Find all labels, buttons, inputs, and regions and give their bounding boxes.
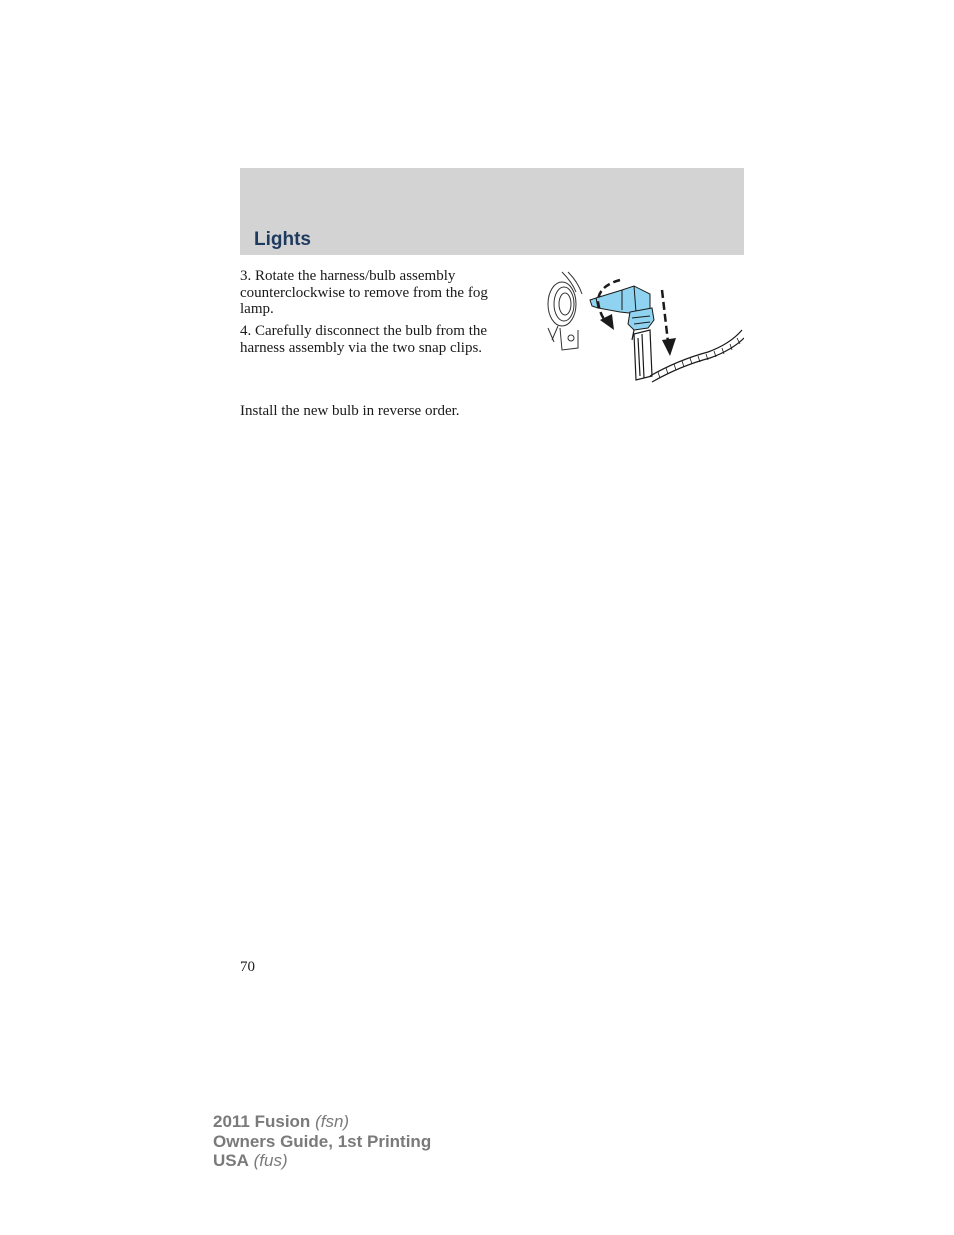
footer-model-code: (fsn) [315, 1112, 350, 1131]
footer-guide: Owners Guide, 1st Printing [213, 1131, 432, 1151]
section-title: Lights [254, 229, 311, 250]
fog-lamp-housing-icon [548, 272, 582, 350]
wire-cable-icon [650, 330, 744, 382]
page-number: 70 [240, 959, 255, 975]
connector-icon [632, 330, 652, 380]
pull-down-arrow-icon [662, 290, 676, 356]
footer-market-code: (fus) [253, 1151, 288, 1170]
step-3-text: 3. Rotate the harness/bulb assembly counterclockwise to remove from the fog lamp. [240, 268, 488, 317]
footer [213, 1112, 431, 1171]
footer-market: USA [213, 1151, 249, 1170]
section-header [240, 168, 744, 255]
step-4-text: 4. Carefully disconnect the bulb from the harness assembly via the two snap clips. [240, 323, 488, 356]
install-note: Install the new bulb in reverse order. [240, 403, 460, 419]
footer-line-2 [213, 1132, 431, 1152]
footer-line-1 [213, 1112, 431, 1132]
fog-lamp-bulb-removal-illustration [538, 268, 744, 390]
footer-model: 2011 Fusion [213, 1112, 311, 1131]
footer-line-3 [213, 1151, 431, 1171]
